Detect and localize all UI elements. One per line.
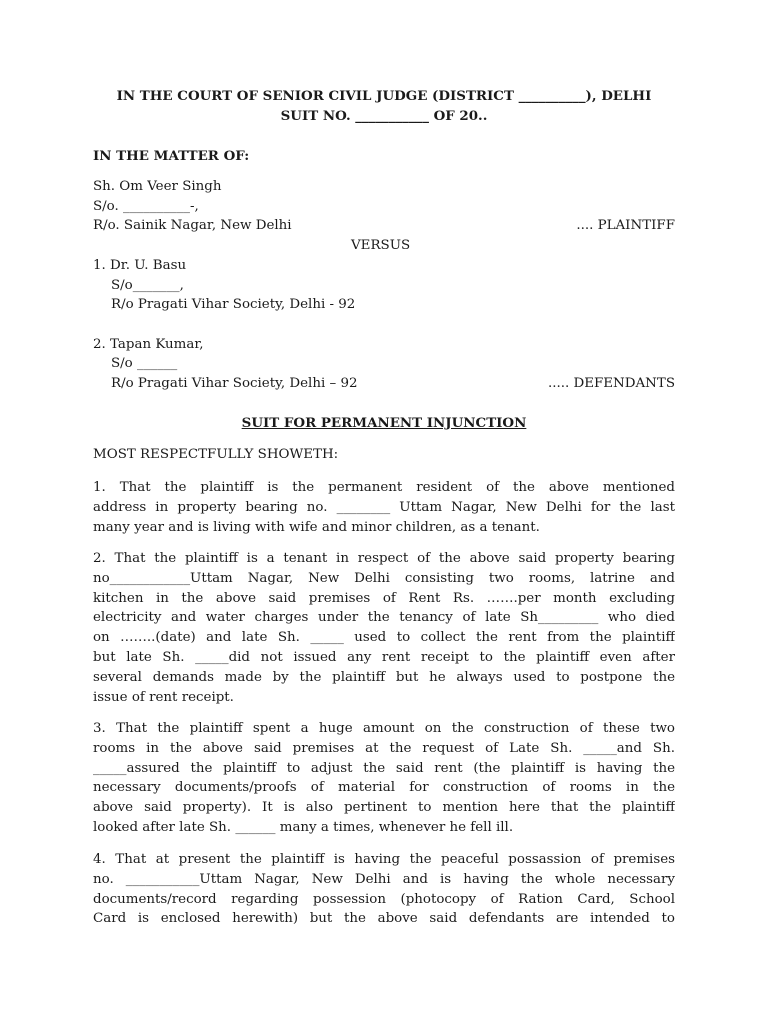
paragraph-line: on ……..(date) and late Sh. _____ used to collect the rent from the plaintiff [93, 630, 675, 646]
paragraph-line: Card is enclosed herewith) but the above said defendants are intended to [93, 911, 675, 927]
paragraph-line: many year and is living with wife and minor children, as a tenant. [93, 519, 540, 535]
defendant-1-name: 1. Dr. U. Basu [93, 258, 187, 273]
paragraph-line: documents/record regarding possession (photocopy of Ration Card, School [93, 891, 675, 907]
paragraph-3 [93, 719, 675, 838]
defendant-2-parentage: S/o ______ [111, 356, 178, 371]
paragraph-line: kitchen in the above said premises of Rent Rs. …….per month excluding [93, 590, 675, 606]
plaintiff-address: R/o. Sainik Nagar, New Delhi [93, 218, 292, 233]
paragraph-line: rooms in the above said premises at the request of Late Sh. _____and Sh. [93, 740, 675, 756]
paragraph-line: 2. That the plaintiff is a tenant in respect of the above said property bearing [93, 551, 675, 566]
paragraph-line: no____________Uttam Nagar, New Delhi consisting two rooms, latrine and [93, 570, 675, 586]
plaintiff-name: Sh. Om Veer Singh [93, 179, 222, 194]
plaintiff-parentage: S/o. __________-, [93, 199, 199, 214]
matter-label: IN THE MATTER OF: [93, 148, 250, 164]
court-heading: IN THE COURT OF SENIOR CIVIL JUDGE (DISTRICT __________), DELHI [116, 88, 652, 104]
showeth-line: MOST RESPECTFULLY SHOWETH: [93, 447, 339, 462]
plaintiff-tag: .... PLAINTIFF [576, 218, 675, 233]
paragraph-2 [93, 549, 675, 707]
paragraph-line: address in property bearing no. ________ Uttam Nagar, New Delhi for the last [93, 499, 675, 515]
paragraph-line: electricity and water charges under the tenancy of late Sh_________ who died [93, 610, 675, 626]
defendant-2-address: R/o Pragati Vihar Society, Delhi – 92 [111, 376, 358, 391]
defendants-tag: ..... DEFENDANTS [547, 376, 675, 391]
paragraph-line: 1. That the plaintiff is the permanent resident of the above mentioned [93, 480, 675, 495]
paragraph-line: no. ___________Uttam Nagar, New Delhi and is having the whole necessary [93, 871, 675, 887]
paragraph-line: _____assured the plaintiff to adjust the said rent (the plaintiff is having the [93, 760, 675, 776]
document-page [93, 0, 675, 1024]
defendant-1-address: R/o Pragati Vihar Society, Delhi - 92 [111, 297, 356, 312]
suit-title-text: SUIT FOR PERMANENT INJUNCTION [241, 415, 527, 431]
paragraph-1 [93, 478, 675, 537]
paragraph-line: looked after late Sh. ______ many a times, whenever he fell ill. [93, 819, 514, 835]
defendant-1-parentage: S/o_______, [111, 278, 184, 293]
suit-title [93, 415, 675, 431]
paragraph-line: issue of rent receipt. [93, 689, 234, 705]
paragraph-line: above said property). It is also pertinent to mention here that the plaintiff [93, 800, 675, 816]
paragraph-line: but late Sh. _____did not issued any rent receipt to the plaintiff even after [93, 649, 675, 665]
paragraph-line: 4. That at present the plaintiff is having the peaceful possassion of premises [93, 852, 675, 867]
paragraph-line: necessary documents/proofs of material for construction of rooms in the [93, 780, 675, 796]
suit-number-heading: SUIT NO. ___________ OF 20.. [280, 108, 488, 124]
paragraph-line: several demands made by the plaintiff but he always used to postpone the [93, 669, 675, 685]
paragraph-4 [93, 850, 675, 929]
defendant-2-name: 2. Tapan Kumar, [93, 337, 204, 352]
paragraph-line: 3. That the plaintiff spent a huge amount on the construction of these two [93, 721, 675, 736]
versus-label: VERSUS [351, 238, 411, 253]
